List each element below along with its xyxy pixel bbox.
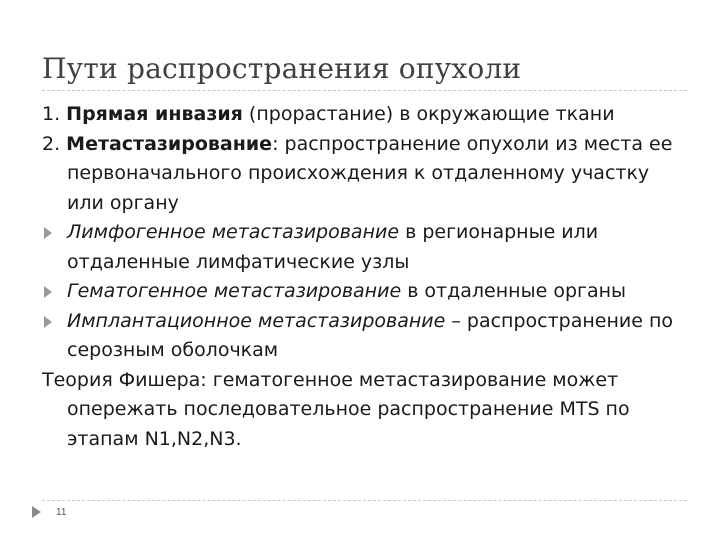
footer-divider bbox=[42, 500, 687, 501]
item-term: Метастазирование bbox=[66, 132, 273, 155]
bullet-hematogenous bbox=[42, 277, 692, 307]
bullet-text: в отдаленные органы bbox=[401, 280, 627, 302]
slide-content bbox=[42, 100, 692, 454]
bullet-arrow-icon bbox=[44, 227, 52, 239]
title-divider bbox=[42, 90, 687, 91]
item-text: (прорастание) в окружающие ткани bbox=[242, 103, 615, 125]
item-term: Прямая инвазия bbox=[66, 103, 243, 125]
bullet-term: Гематогенное метастазирование bbox=[67, 280, 402, 302]
bullet-text: в регионарные или отдаленные лимфатические узлы bbox=[67, 221, 599, 273]
item-text: : распространение опухоли из места ее первоначального происхождения к отдаленному участку или органу bbox=[67, 132, 673, 214]
page-number: 11 bbox=[56, 507, 67, 518]
bullet-text: – распространение по серозным оболочкам bbox=[67, 309, 674, 361]
fisher-theory: Теория Фишера: гематогенное метастазирование может опережать последовательное распространение MTS по этапам N1,N2,N3. bbox=[42, 368, 630, 450]
bullet-term: Имплантационное метастазирование bbox=[67, 309, 446, 332]
bullet-lymphogenous bbox=[42, 218, 692, 277]
bullet-arrow-icon bbox=[44, 316, 52, 328]
page-marker-arrow-icon bbox=[32, 506, 41, 518]
item-number: 1. bbox=[42, 103, 67, 125]
item-number: 2. bbox=[42, 132, 67, 155]
item-metastasis bbox=[42, 130, 692, 219]
item-direct-invasion bbox=[42, 100, 692, 130]
slide-title: Пути распространения опухоли bbox=[42, 52, 522, 85]
bullet-implantation bbox=[42, 307, 692, 366]
bullet-term: Лимфогенное метастазирование bbox=[67, 221, 400, 243]
bullet-arrow-icon bbox=[44, 286, 52, 298]
